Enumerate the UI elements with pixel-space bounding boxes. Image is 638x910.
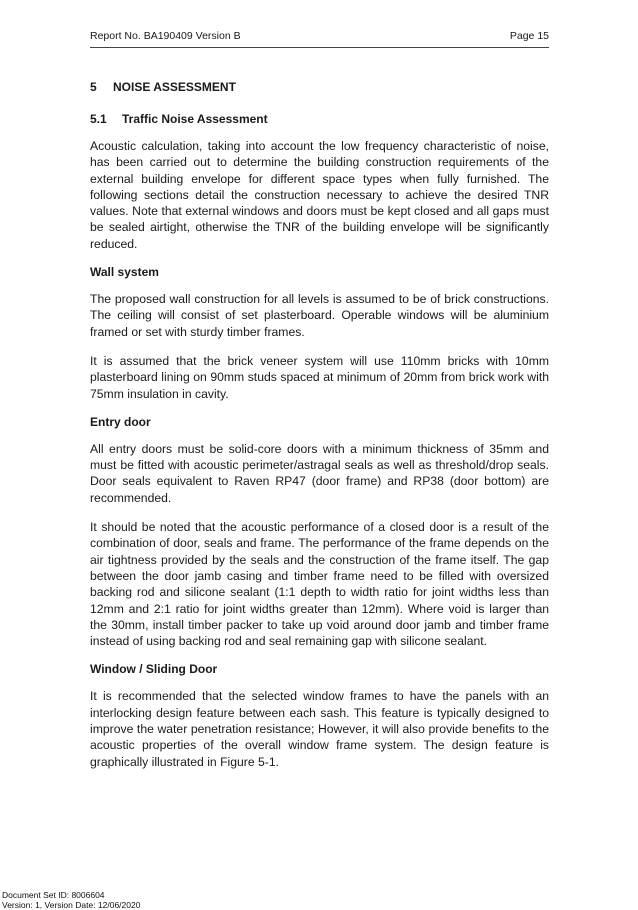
window-heading: Window / Sliding Door	[90, 662, 218, 677]
page-header	[90, 30, 549, 48]
wall-system-heading: Wall system	[90, 265, 159, 280]
report-number: Report No. BA190409 Version B	[90, 30, 241, 42]
page-content	[90, 80, 549, 783]
wall-paragraph-2: It is assumed that the brick veneer system will use 110mm bricks with 10mm plasterboard lining on 90mm studs spaced at minimum of 20mm from brick work with 75mm insulation in cavity.	[90, 353, 549, 401]
subsection-heading	[90, 112, 549, 126]
section-title: NOISE ASSESSMENT	[113, 80, 236, 94]
entry-door-heading: Entry door	[90, 414, 151, 429]
document-footer	[2, 890, 140, 910]
section-heading	[90, 80, 549, 94]
door-paragraph-1: All entry doors must be solid-core doors with a minimum thickness of 35mm and must be fitted with acoustic perimeter/astragal seals as well as threshold/drop seals. Door seals equivalent to Raven RP47 (door frame) and RP38 (door bottom) are recommended.	[90, 441, 549, 505]
subsection-title: Traffic Noise Assessment	[122, 112, 268, 126]
page-number: Page 15	[509, 30, 549, 42]
section-number: 5	[90, 80, 97, 94]
subsection-number: 5.1	[90, 112, 107, 126]
window-paragraph-1: It is recommended that the selected window frames to have the panels with an interlocking design feature between each sash. This feature is typically designed to improve the water penetration resistance; However, it will also provide benefits to the acoustic properties of the overall window frame system. The design feature is graphically illustrated in Figure 5-1.	[90, 689, 549, 769]
version-info: Version: 1, Version Date: 12/06/2020	[2, 900, 141, 910]
door-paragraph-2: It should be noted that the acoustic performance of a closed door is a result of the combination of door, seals and frame. The performance of the frame depends on the air tightness provided by the seals and the construction of the frame itself. The gap between the door jamb casing and timber frame need to be filled with oversized backing rod and silicone sealant (1:1 depth to width ratio for joint widths less than 12mm and 2:1 ratio for joint widths greater than 12mm). Where void is larger than the 30mm, install timber packer to take up void around door jamb and timber frame instead of using backing rod and seal remaining gap with silicone sealant.	[90, 520, 549, 649]
wall-paragraph-1: The proposed wall construction for all levels is assumed to be of brick constructions. The ceiling will consist of set plasterboard. Operable windows will be aluminium framed or set with sturdy timber frames.	[90, 292, 549, 339]
intro-paragraph: Acoustic calculation, taking into account the low frequency characteristic of noise, has been carried out to determine the building construction requirements of the external building envelope for different space types when fully furnished. The following sections detail the construction necessary to achieve the desired TNR values. Note that external windows and doors must be kept closed and all gaps must be sealed airtight, otherwise the TNR of the building envelope will be significantly reduced.	[90, 139, 549, 251]
document-set-id: Document Set ID: 8006604	[2, 890, 105, 900]
